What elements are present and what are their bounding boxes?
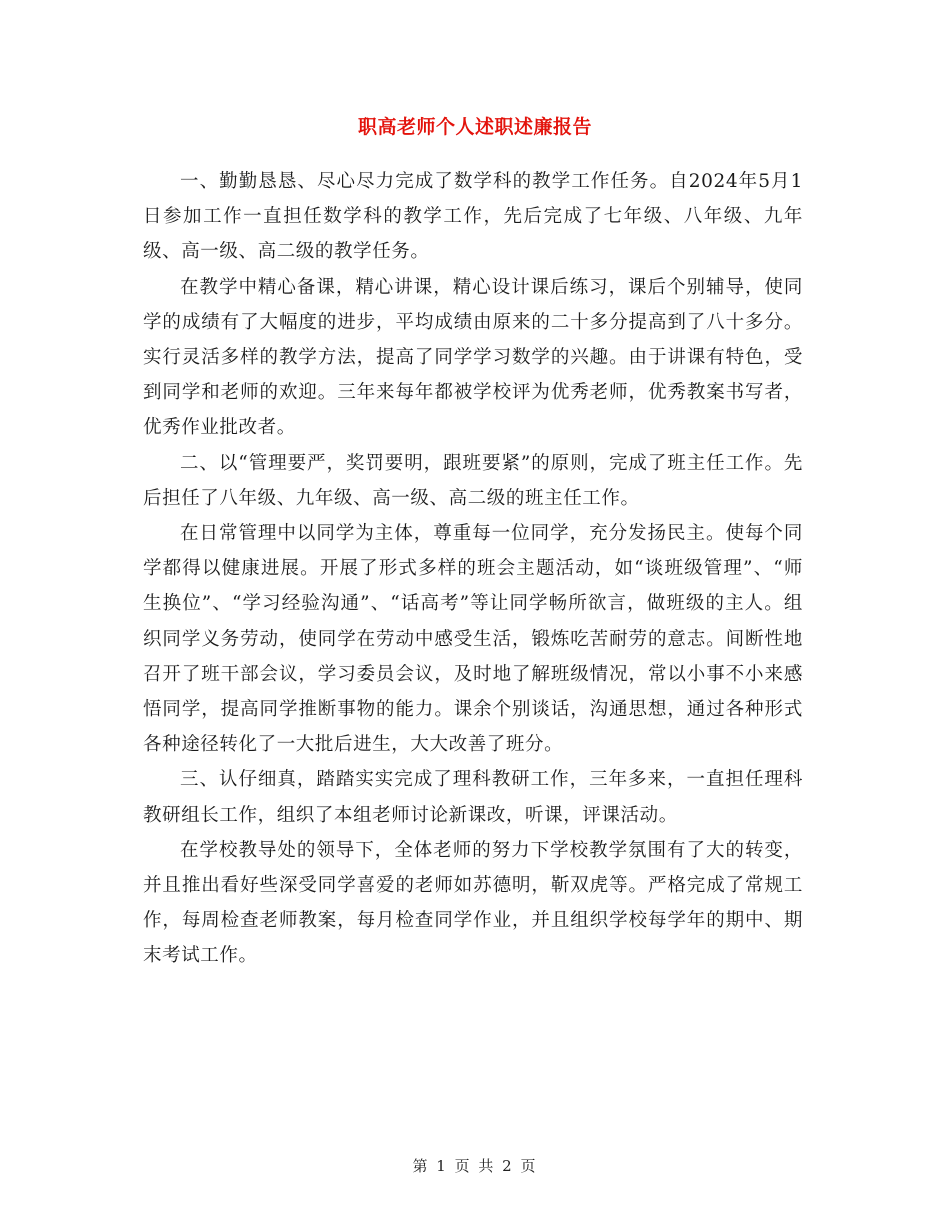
paragraph-3: 二、以“管理要严，奖罚要明，跟班要紧”的原则，完成了班主任工作。先后担任了八年级、九年级、高一级、高二级的班主任工作。 [143, 452, 803, 509]
paragraph-2: 在教学中精心备课，精心讲课，精心设计课后练习，课后个别辅导，使同学的成绩有了大幅度的进步，平均成绩由原来的二十多分提高到了八十多分。实行灵活多样的教学方法，提高了同学学习数学的兴趣。由于讲课有特色，受到同学和老师的欢迎。三年来每年都被学校评为优秀老师，优秀教案书写者，优秀作业批改者。 [143, 276, 803, 439]
paragraph-6: 在学校教导处的领导下，全体老师的努力下学校教学氛围有了大的转变，并且推出看好些深受同学喜爱的老师如苏德明，靳双虎等。严格完成了常规工作，每周检查老师教案，每月检查同学作业，并且组织学校每学年的期中、期末考试工作。 [143, 839, 803, 967]
document-title: 职高老师个人述职述廉报告 [357, 116, 592, 138]
document-body [143, 164, 803, 974]
paragraph-1: 一、勤勤恳恳、尽心尽力完成了数学科的教学工作任务。自2024年5月1日参加工作一直担任数学科的教学工作，先后完成了七年级、八年级、九年级、高一级、高二级的教学任务。 [143, 171, 803, 263]
page-number: 第 1 页 共 2 页 [412, 1157, 538, 1175]
paragraph-4: 在日常管理中以同学为主体，尊重每一位同学，充分发扬民主。使每个同学都得以健康进展。开展了形式多样的班会主题活动，如“谈班级管理”、“师生换位”、“学习经验沟通”、“话高考”等让同学畅所欲言，做班级的主人。组织同学义务劳动，使同学在劳动中感受生活，锻炼吃苦耐劳的意志。间断性地召开了班干部会议，学习委员会议，及时地了解班级情况，常以小事不小来感悟同学，提高同学推断事物的能力。课余个别谈话，沟通思想，通过各种形式各种途径转化了一大批后进生，大大改善了班分。 [143, 523, 803, 756]
paragraph-5: 三、认仔细真，踏踏实实完成了理科教研工作，三年多来，一直担任理科教研组长工作，组织了本组老师讨论新课改，听课，评课活动。 [143, 769, 803, 826]
